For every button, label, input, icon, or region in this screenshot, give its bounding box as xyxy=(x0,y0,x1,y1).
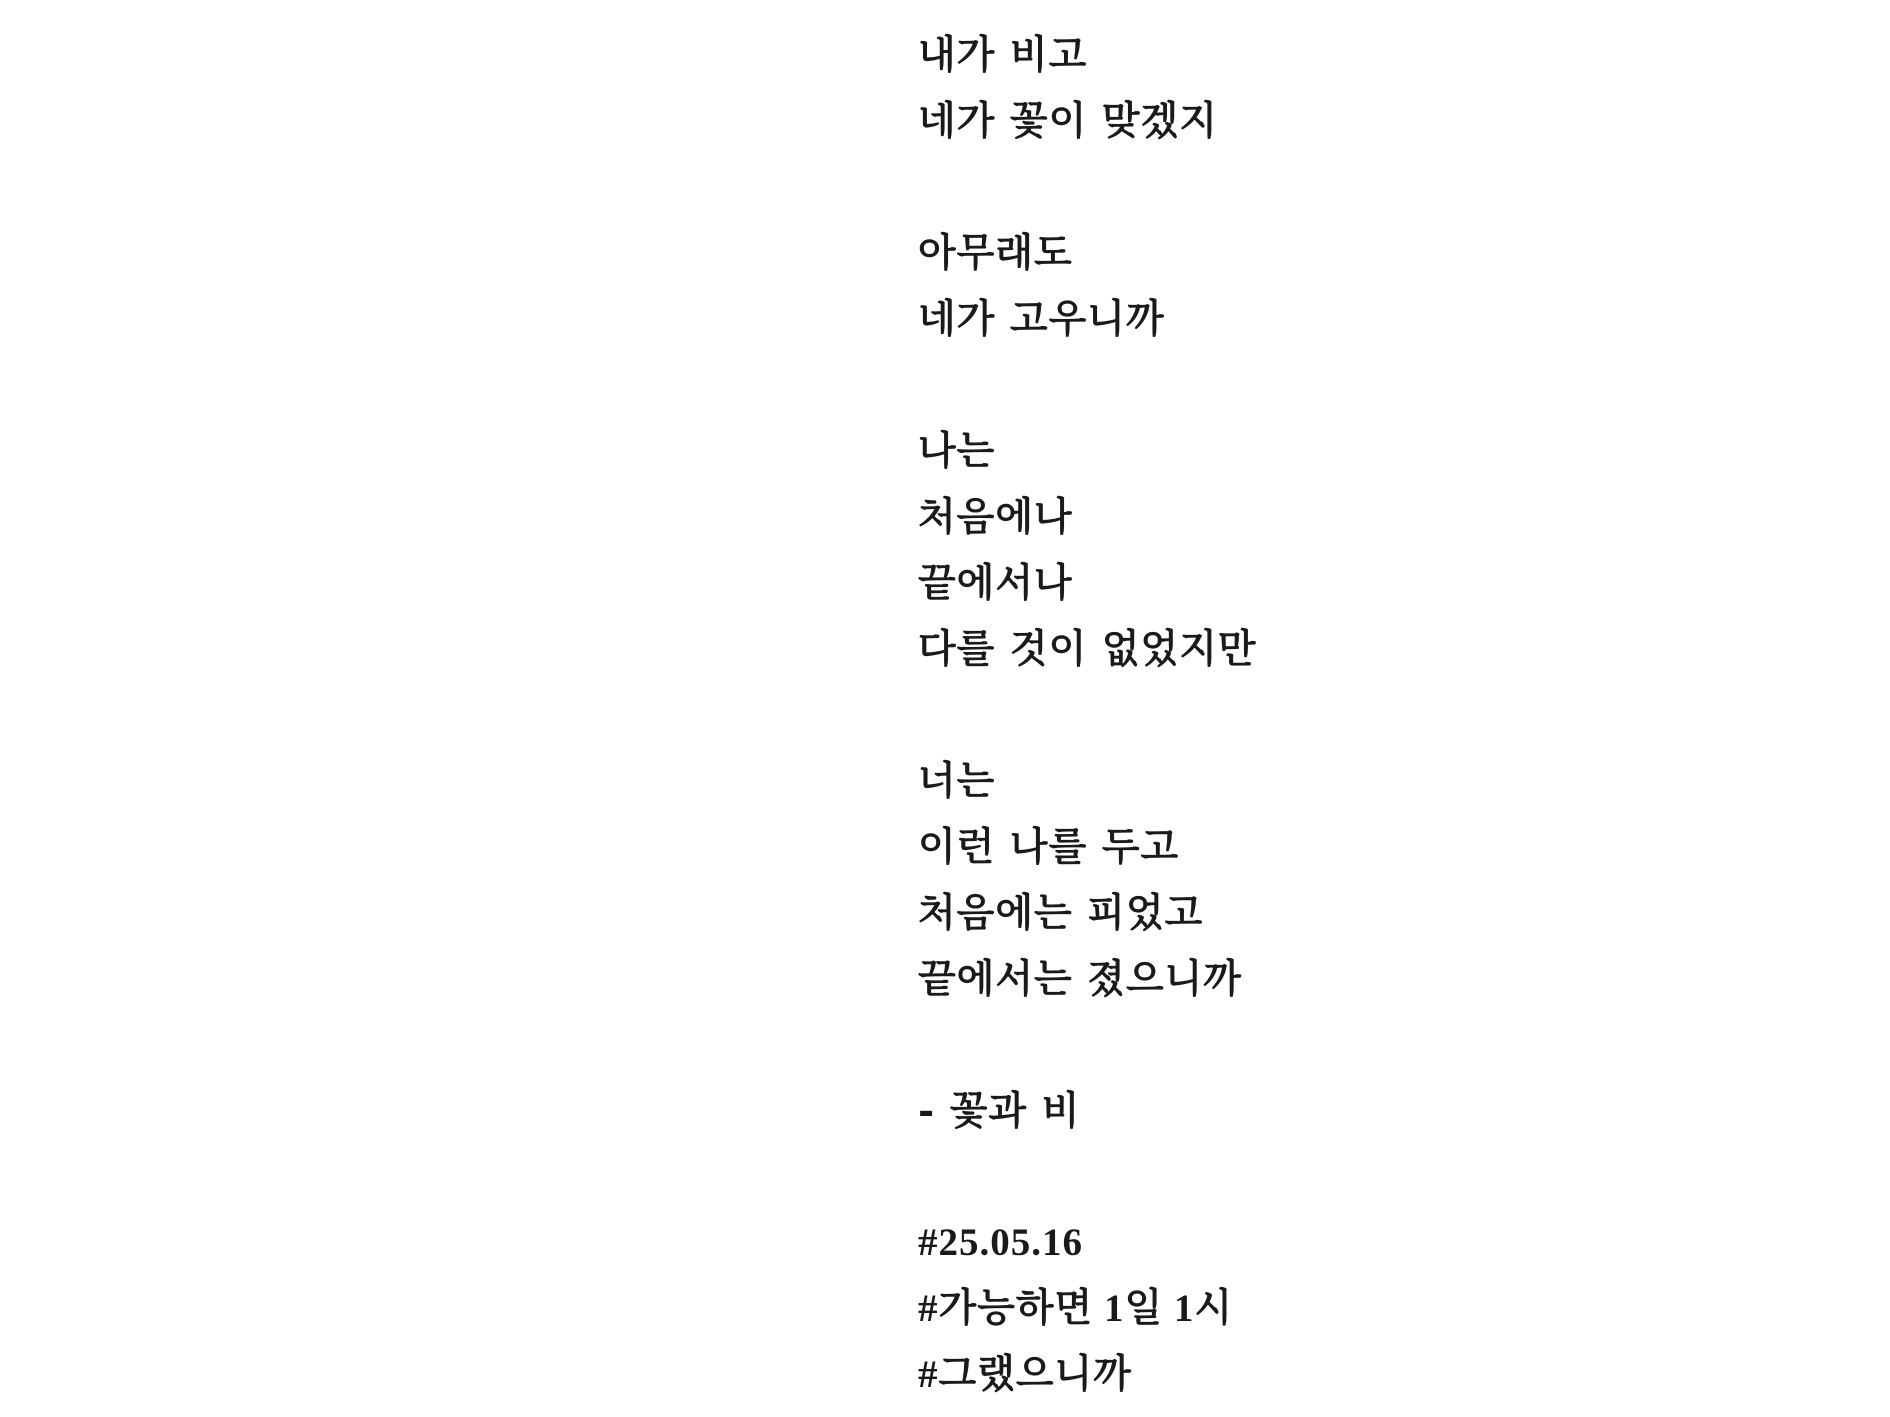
stanza-3 xyxy=(918,418,1257,682)
stanza-gap xyxy=(918,154,1257,220)
stanza-1 xyxy=(918,22,1257,154)
poem-line: 네가 꽃이 맞겠지 xyxy=(918,98,1218,144)
stanza-gap xyxy=(918,1144,1257,1210)
poem-text xyxy=(918,22,1257,1408)
poem-line: 내가 비고 xyxy=(918,32,1088,78)
stanza-gap xyxy=(918,1012,1257,1078)
poem-line: 처음에나 xyxy=(918,494,1073,540)
poem-line: 네가 고우니까 xyxy=(918,296,1165,342)
hashtag-daily-poem[interactable]: #가능하면 1일 1시 xyxy=(918,1287,1234,1330)
stanza-4 xyxy=(918,748,1257,1012)
poem-line: 이런 나를 두고 xyxy=(918,824,1180,870)
poem-line: 다를 것이 없었지만 xyxy=(918,626,1257,672)
poem-title-line: - 꽃과 비 xyxy=(918,1088,1081,1134)
stanza-gap xyxy=(918,682,1257,748)
hashtag-so-it-was[interactable]: #그랬으니까 xyxy=(918,1353,1132,1396)
poem-line: 아무래도 xyxy=(918,230,1073,276)
stanza-gap xyxy=(918,352,1257,418)
poem-line: 나는 xyxy=(918,428,996,474)
poem-line: 끝에서나 xyxy=(918,560,1073,606)
hashtag-list xyxy=(918,1210,1257,1408)
poem-line: 너는 xyxy=(918,758,996,804)
poem-line: 끝에서는 졌으니까 xyxy=(918,956,1242,1002)
stanza-2 xyxy=(918,220,1257,352)
hashtag-date[interactable]: #25.05.16 xyxy=(918,1221,1083,1264)
poem-line: 처음에는 피었고 xyxy=(918,890,1204,936)
